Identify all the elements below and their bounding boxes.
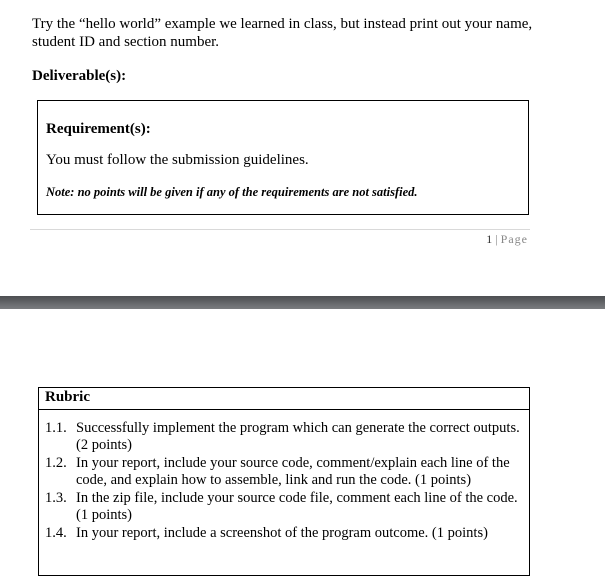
rubric-item-number: 1.1. (45, 420, 67, 436)
rubric-item (45, 420, 525, 454)
page-number-value: 1 (486, 232, 493, 246)
page-break-gap (0, 296, 605, 309)
requirements-note: Note: no points will be given if any of the requirements are not satisfied. (46, 185, 418, 199)
footer-divider (30, 229, 530, 230)
rubric-title: Rubric (45, 389, 90, 405)
rubric-item (45, 490, 525, 524)
rubric-box (38, 387, 530, 576)
assignment-instructions: Try the “hello world” example we learned in class, but instead print out your name, student ID and section number. (32, 16, 533, 50)
rubric-item-number: 1.2. (45, 455, 67, 471)
page-number-separator: | (492, 232, 501, 246)
page-number (486, 232, 528, 247)
rubric-item-text: In the zip file, include your source code file, comment each line of the code. (1 points) (76, 490, 518, 523)
rubric-divider (39, 409, 529, 410)
document-page-2 (0, 309, 605, 580)
rubric-item-text: In your report, include a screenshot of the program outcome. (1 points) (76, 525, 488, 541)
requirements-box (37, 100, 529, 215)
rubric-item-text: In your report, include your source code, comment/explain each line of the code, and explain how to assemble, link and run the code. (1 points) (76, 455, 510, 488)
rubric-item-number: 1.4. (45, 525, 67, 541)
rubric-list (45, 420, 525, 543)
deliverables-heading: Deliverable(s): (32, 68, 127, 84)
requirements-text: You must follow the submission guidelines. (46, 152, 309, 168)
rubric-item (45, 525, 525, 542)
requirements-title: Requirement(s): (46, 121, 151, 137)
rubric-item-number: 1.3. (45, 490, 67, 506)
rubric-item (45, 455, 525, 489)
rubric-item-text: Successfully implement the program which can generate the correct outputs. (2 points) (76, 420, 520, 453)
page-number-label: Page (500, 232, 528, 246)
